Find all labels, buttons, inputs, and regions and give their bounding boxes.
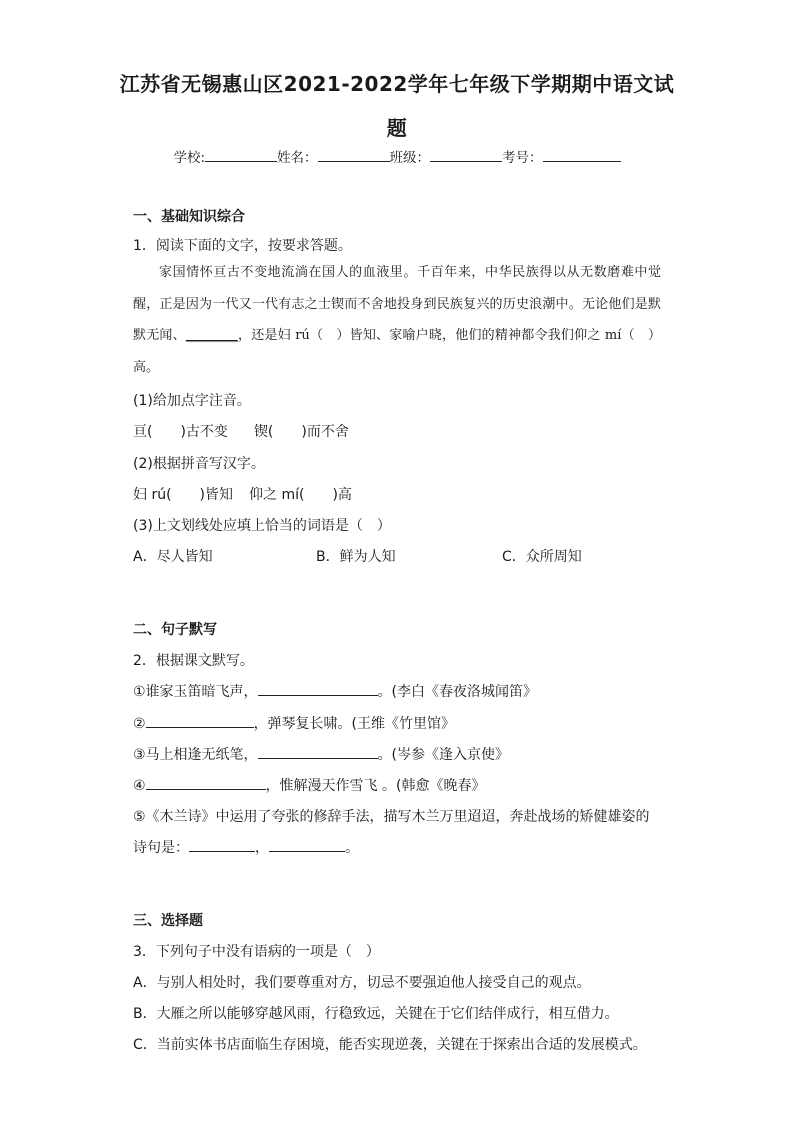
section1-heading: 一、基础知识综合: [133, 209, 245, 225]
name-blank[interactable]: [318, 147, 390, 162]
student-info-line: [0, 146, 794, 166]
q1-sub2-items: [133, 484, 352, 504]
item5-end: 。: [345, 840, 359, 856]
number-blank[interactable]: [543, 147, 621, 162]
item5-sep: ，: [255, 840, 269, 856]
dictation-item-2: [133, 713, 455, 733]
dictation-item-5-line1: ⑤《木兰诗》中运用了夸张的修辞手法，描写木兰万里迢迢，奔赴战场的矫健雄姿的: [133, 809, 650, 825]
sub2-item-a: 妇 rú( )皆知: [133, 487, 234, 503]
class-label: 班级：: [389, 150, 431, 166]
item5-blank-1[interactable]: [189, 837, 255, 852]
item2-blank[interactable]: [146, 713, 254, 728]
item1-post: 。(李白《春夜洛城闻笛》: [377, 684, 538, 700]
section2-heading: 二、句子默写: [133, 622, 217, 638]
name-label: 姓名：: [277, 150, 318, 166]
question2-stem: 2．根据课文默写。: [133, 653, 254, 669]
dictation-item-4: [133, 775, 485, 795]
item5-pre: 诗句是：: [133, 840, 189, 856]
item2-pre: ②: [133, 716, 146, 732]
q1-option-b[interactable]: B．鲜为人知: [316, 549, 396, 565]
item3-pre: ③马上相逢无纸笔，: [133, 747, 258, 763]
school-blank[interactable]: [205, 147, 277, 162]
item3-post: 。(岑参《逢入京使》: [377, 747, 510, 763]
dictation-item-3: [133, 744, 509, 764]
q1-option-a[interactable]: A．尽人皆知: [133, 549, 213, 565]
school-label: 学校:: [173, 150, 206, 166]
item4-post: ，惟解漫天作雪飞 。(韩愈《晚春》: [265, 778, 486, 794]
section3-heading: 三、选择题: [133, 913, 203, 929]
q3-option-c[interactable]: C．当前实体书店面临生存困境，能否实现逆袭，关键在于探索出合适的发展模式。: [133, 1037, 647, 1053]
item3-blank[interactable]: [258, 744, 378, 759]
dictation-item-1: [133, 681, 537, 701]
q1-sub1: (1)给加点字注音。: [133, 393, 251, 409]
number-label: 考号：: [502, 150, 543, 166]
sub2-item-b: 仰之 mí( )高: [249, 487, 352, 503]
item5-blank-2[interactable]: [269, 837, 345, 852]
q1-sub2: (2)根据拼音写汉字。: [133, 456, 265, 472]
passage-blank: ________: [185, 328, 238, 343]
question1-stem: 1．阅读下面的文字，按要求答题。: [133, 238, 352, 254]
exam-title-line2: 题: [386, 116, 408, 140]
item1-blank[interactable]: [258, 681, 378, 696]
dictation-item-5-line2: [133, 837, 359, 857]
q1-option-c[interactable]: C．众所周知: [502, 549, 582, 565]
item4-pre: ④: [133, 778, 146, 794]
item4-blank[interactable]: [146, 775, 266, 790]
sub1-item-b: 锲( )而不舍: [253, 424, 349, 440]
item1-pre: ①谁家玉笛暗飞声，: [133, 684, 258, 700]
item2-post: ，弹琴复长啸。(王维《竹里馆》: [253, 716, 456, 732]
reading-passage: [133, 257, 661, 383]
passage-part2: ，还是妇 rú（ ）皆知、家喻户晓，他们的精神都令我们仰之 mí（ ）高。: [133, 328, 661, 375]
class-blank[interactable]: [430, 147, 502, 162]
exam-title-line1: 江苏省无锡惠山区2021-2022学年七年级下学期期中语文试: [119, 72, 675, 96]
q3-option-b[interactable]: B．大雁之所以能够穿越风雨，行稳致远，关键在于它们结伴成行，相互借力。: [133, 1006, 619, 1022]
passage-part1: 家国情怀亘古不变地流淌在国人的血液里。千百年来，中华民族得以从无数磨难中觉醒，正是因为一代又一代有志之士锲而不舍地投身到民族复兴的历史浪潮中。无论他们是默默无闻、: [133, 265, 661, 343]
q3-option-a[interactable]: A．与别人相处时，我们要尊重对方，切忌不要强迫他人接受自己的观点。: [133, 975, 591, 991]
q1-sub3: (3)上文划线处应填上恰当的词语是（ ）: [133, 518, 391, 534]
q1-sub1-items: [133, 421, 349, 441]
sub1-item-a: 亘( )古不变: [133, 424, 228, 440]
question3-stem: 3．下列句子中没有语病的一项是（ ）: [133, 944, 380, 960]
